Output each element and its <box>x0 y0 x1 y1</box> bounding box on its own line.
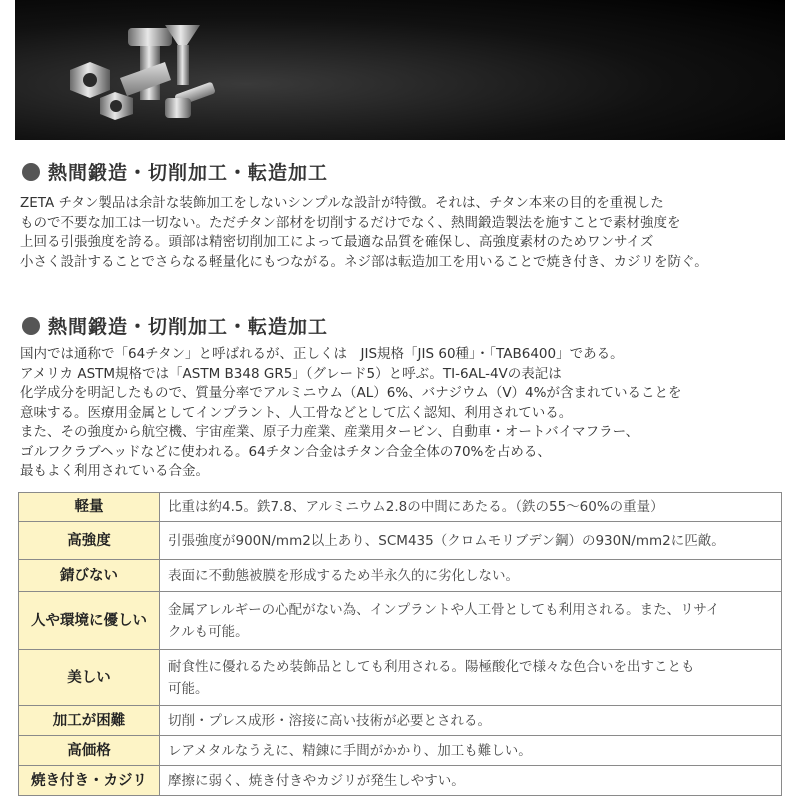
product-photo <box>15 0 785 140</box>
description-line: 耐食性に優れるため装飾品としても利用される。陽極酸化で様々な色合いを出すことも <box>168 658 695 675</box>
table-row <box>19 522 782 560</box>
description-line: 比重は約4.5。鉄7.8、アルミニウム2.8の中間にあたる。（鉄の55〜60%の重量） <box>168 499 664 515</box>
table-row <box>19 650 782 706</box>
table-row <box>19 493 782 522</box>
paragraph-line: 国内では通称で「64チタン」と呼ばれるが、正しくは JIS規格「JIS 60種」・「TAB6400」である。 <box>20 346 624 362</box>
paragraph-line: アメリカ ASTM規格では「ASTM B348 GR5」（グレード5）と呼ぶ。TI-6AL-4Vの表記は <box>20 365 562 382</box>
property-label: 高強度 <box>19 522 160 560</box>
table-row <box>19 706 782 736</box>
property-description <box>160 650 782 706</box>
titanium-properties-table <box>18 492 782 796</box>
section-title: 熱間鍛造・切削加工・転造加工 <box>48 316 329 338</box>
paragraph-line: 小さく設計することでさらなる軽量化にもつながる。ネジ部は転造加工を用いることで焼き付き、カジリを防ぐ。 <box>20 253 708 270</box>
property-description <box>160 706 782 736</box>
paragraph-line: ゴルフクラブヘッドなどに使われる。64チタン合金はチタン合金全体の70%を占める、 <box>20 443 551 460</box>
intro-paragraph <box>20 194 782 272</box>
paragraph-line: ZETA チタン製品は余計な装飾加工をしないシンプルな設計が特徴。それは、チタン本来の目的を重視した <box>20 195 664 211</box>
property-description <box>160 766 782 796</box>
description-line: 金属アレルギーの心配がない為、インプラントや人工骨としても利用される。また、リサイ <box>168 601 720 618</box>
paragraph-line: 最もよく利用されている合金。 <box>20 463 209 479</box>
bullet-icon <box>22 317 40 335</box>
section-title: 熱間鍛造・切削加工・転造加工 <box>48 162 329 184</box>
bullet-icon <box>22 163 40 181</box>
paragraph-line: 上回る引張強度を誇る。頭部は精密切削加工によって最適な品質を確保し、高強度素材のためワンサイズ <box>20 234 654 250</box>
property-description <box>160 493 782 522</box>
property-description <box>160 560 782 592</box>
table-row <box>19 592 782 650</box>
property-description <box>160 736 782 766</box>
description-line: 可能。 <box>168 680 209 697</box>
description-line: クルも可能。 <box>168 623 249 640</box>
description-line: 表面に不動態被膜を形成するため半永久的に劣化しない。 <box>168 567 519 584</box>
table-row <box>19 560 782 592</box>
paragraph-line: 化学成分を明記したもので、質量分率でアルミニウム（AL）6%、バナジウム（V）4%が含まれていることを <box>20 385 682 401</box>
paragraph-line: もので不要な加工は一切ない。ただチタン部材を切削するだけでなく、熱間鍛造製法を施すことで素材強度を <box>20 214 681 231</box>
property-label: 加工が困難 <box>19 706 160 736</box>
paragraph-line: また、その強度から航空機、宇宙産業、原子力産業、産業用タービン、自動車・オートバイマフラー、 <box>20 424 640 440</box>
property-description <box>160 592 782 650</box>
description-line: 引張強度が900N/mm2以上あり、SCM435（クロムモリブデン鋼）の930N/mm2に匹敵。 <box>168 532 725 549</box>
property-label: 高価格 <box>19 736 160 766</box>
description-line: レアメタルなうえに、精錬に手間がかかり、加工も難しい。 <box>168 742 532 759</box>
description-line: 切削・プレス成形・溶接に高い技術が必要とされる。 <box>168 712 492 729</box>
table-row <box>19 766 782 796</box>
property-label: 軽量 <box>19 493 160 522</box>
titanium-bolts-illustration <box>15 0 785 140</box>
section-heading-forging-2 <box>22 312 328 339</box>
material-paragraph <box>20 345 782 482</box>
property-label: 美しい <box>19 650 160 706</box>
paragraph-line: 意味する。医療用金属としてインプラント、人工骨などとして広く認知、利用されている。 <box>20 404 573 421</box>
property-label: 錆びない <box>19 560 160 592</box>
table-row <box>19 736 782 766</box>
section-heading-forging-1 <box>22 158 328 185</box>
property-description <box>160 522 782 560</box>
description-line: 摩擦に弱く、焼き付きやカジリが発生しやすい。 <box>168 772 465 789</box>
property-label: 焼き付き・カジリ <box>19 766 160 796</box>
property-label: 人や環境に優しい <box>19 592 160 650</box>
